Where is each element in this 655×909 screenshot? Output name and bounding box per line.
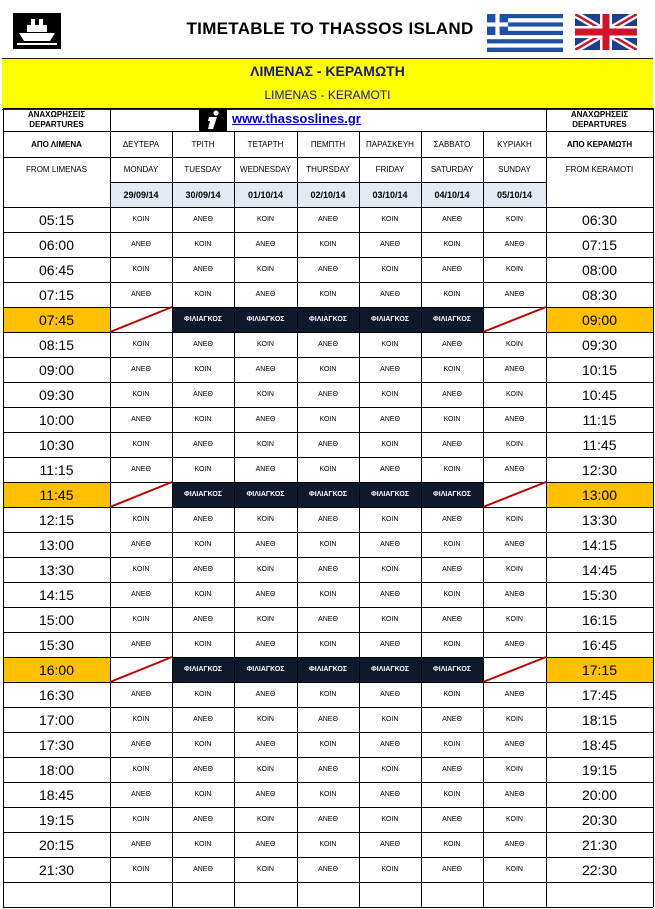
schedule-cell: ΑΝΕΘ: [255, 641, 276, 648]
schedule-cell: ΑΝΕΘ: [504, 416, 525, 423]
departure-time-keramoti: 08:30: [581, 286, 618, 303]
schedule-cell: ΑΝΕΘ: [318, 816, 338, 823]
website-link[interactable]: www.thassoslines.gr: [232, 111, 361, 126]
schedule-cell: ΚΟΙΝ: [132, 866, 150, 873]
schedule-cell: ΑΝΕΘ: [442, 816, 462, 823]
departure-time-keramoti: 22:30: [581, 861, 618, 878]
departure-time-keramoti: 09:00: [546, 307, 653, 332]
schedule-cell: ΑΝΕΘ: [380, 541, 400, 548]
schedule-cell: ΑΝΕΘ: [442, 716, 462, 723]
departure-time-limenas: 16:30: [38, 686, 75, 703]
schedule-cell: ΑΝΕΘ: [318, 616, 338, 623]
schedule-cell: ΚΟΙΝ: [194, 641, 212, 648]
schedule-cell: ΚΟΙΝ: [257, 816, 274, 823]
departure-time-limenas: 10:00: [38, 411, 75, 428]
schedule-cell: ΚΟΙΝ: [381, 391, 399, 398]
departure-time-limenas: 19:15: [38, 811, 75, 828]
day-name-greek: ΤΕΤΑΡΤΗ: [247, 139, 284, 149]
schedule-cell: ΑΝΕΘ: [442, 216, 462, 223]
schedule-cell: ΑΝΕΘ: [131, 841, 151, 848]
schedule-cell: ΑΝΕΘ: [193, 391, 213, 398]
schedule-cell: ΑΝΕΘ: [504, 366, 525, 373]
schedule-cell: ΑΝΕΘ: [504, 291, 525, 298]
schedule-cell: ΑΝΕΘ: [255, 241, 276, 248]
no-service-slash: [483, 657, 546, 682]
schedule-cell: ΑΝΕΘ: [504, 541, 525, 548]
schedule-cell: ΑΝΕΘ: [318, 391, 338, 398]
schedule-cell: ΑΝΕΘ: [380, 641, 400, 648]
schedule-cell: ΚΟΙΝ: [506, 866, 523, 873]
day-date: 04/10/14: [421, 182, 483, 207]
departure-time-keramoti: 14:45: [581, 561, 618, 578]
info-icon: [199, 108, 227, 132]
schedule-cell: ΚΟΙΝ: [443, 541, 461, 548]
day-date: 05/10/14: [483, 182, 546, 207]
schedule-cell: ΚΟΙΝ: [443, 466, 461, 473]
schedule-cell: ΑΝΕΘ: [193, 766, 213, 773]
ferry-name-cell: ΦΙΛΙΑΓΚΟΣ: [172, 307, 234, 332]
schedule-cell: ΑΝΕΘ: [318, 716, 338, 723]
departure-time-keramoti: 17:45: [581, 686, 618, 703]
schedule-cell: ΑΝΕΘ: [318, 341, 338, 348]
schedule-cell: ΚΟΙΝ: [194, 591, 212, 598]
schedule-cell: ΑΝΕΘ: [131, 641, 151, 648]
departure-time-keramoti: 20:30: [581, 811, 618, 828]
schedule-cell: ΑΝΕΘ: [380, 841, 400, 848]
day-name-greek: ΣΑΒΒΑΤΟ: [433, 139, 471, 149]
schedule-cell: ΚΟΙΝ: [257, 766, 274, 773]
schedule-cell: ΚΟΙΝ: [506, 616, 523, 623]
departure-time-keramoti: 08:00: [581, 261, 618, 278]
no-service-slash: [110, 482, 172, 507]
departure-time-keramoti: 14:15: [581, 536, 618, 553]
schedule-cell: ΚΟΙΝ: [319, 641, 337, 648]
schedule-cell: ΑΝΕΘ: [380, 366, 400, 373]
schedule-cell: ΑΝΕΘ: [442, 441, 462, 448]
day-date: 03/10/14: [359, 182, 421, 207]
day-name-greek: ΚΥΡΙΑΚΗ: [497, 139, 532, 149]
ferry-name-cell: ΦΙΛΙΑΓΚΟΣ: [234, 482, 297, 507]
departure-time-limenas: 09:00: [38, 361, 75, 378]
schedule-cell: ΑΝΕΘ: [255, 466, 276, 473]
schedule-cell: ΑΝΕΘ: [318, 766, 338, 773]
ferry-name-cell: ΦΙΛΙΑΓΚΟΣ: [234, 307, 297, 332]
schedule-cell: ΚΟΙΝ: [319, 291, 337, 298]
schedule-cell: ΚΟΙΝ: [194, 291, 212, 298]
departure-time-keramoti: 13:00: [546, 482, 653, 507]
schedule-cell: ΚΟΙΝ: [257, 341, 274, 348]
schedule-cell: ΚΟΙΝ: [381, 341, 399, 348]
schedule-cell: ΑΝΕΘ: [193, 816, 213, 823]
schedule-cell: ΑΝΕΘ: [131, 541, 151, 548]
day-name-greek: ΠΕΜΠΤΗ: [310, 139, 346, 149]
departure-time-limenas: 14:15: [38, 586, 75, 603]
schedule-cell: ΚΟΙΝ: [319, 841, 337, 848]
departure-time-keramoti: 09:30: [581, 336, 618, 353]
schedule-cell: ΚΟΙΝ: [319, 741, 337, 748]
schedule-cell: ΚΟΙΝ: [506, 716, 523, 723]
departures-label-english: DEPARTURES: [29, 119, 84, 129]
day-name-english: WEDNESDAY: [240, 165, 291, 174]
schedule-cell: ΑΝΕΘ: [131, 741, 151, 748]
schedule-cell: ΑΝΕΘ: [504, 466, 525, 473]
departure-time-keramoti: 06:30: [581, 211, 618, 228]
page-title: TIMETABLE TO THASSOS ISLAND: [186, 19, 474, 38]
schedule-cell: ΑΝΕΘ: [504, 791, 525, 798]
schedule-cell: ΚΟΙΝ: [381, 716, 399, 723]
day-name-greek: ΠΑΡΑΣΚΕΥΗ: [366, 139, 414, 149]
schedule-cell: ΚΟΙΝ: [381, 441, 399, 448]
day-name-english: SATURDAY: [430, 165, 474, 174]
schedule-cell: ΚΟΙΝ: [257, 516, 274, 523]
departure-time-limenas: 18:45: [38, 786, 75, 803]
day-name-english: SUNDAY: [498, 165, 531, 174]
schedule-cell: ΑΝΕΘ: [380, 741, 400, 748]
schedule-cell: ΚΟΙΝ: [132, 441, 150, 448]
schedule-cell: ΚΟΙΝ: [506, 766, 523, 773]
schedule-cell: ΚΟΙΝ: [194, 466, 212, 473]
schedule-cell: ΑΝΕΘ: [442, 616, 462, 623]
schedule-cell: ΑΝΕΘ: [193, 266, 213, 273]
departure-time-limenas: 21:30: [38, 861, 75, 878]
schedule-cell: ΑΝΕΘ: [442, 391, 462, 398]
departure-time-keramoti: 15:30: [581, 586, 618, 603]
day-name-greek: ΤΡΙΤΗ: [191, 139, 215, 149]
schedule-cell: ΑΝΕΘ: [504, 241, 525, 248]
schedule-cell: ΑΝΕΘ: [255, 791, 276, 798]
schedule-cell: ΚΟΙΝ: [443, 791, 461, 798]
schedule-cell: ΚΟΙΝ: [381, 766, 399, 773]
departure-time-limenas: 18:00: [38, 761, 75, 778]
departure-time-limenas: 07:15: [38, 286, 75, 303]
schedule-cell: ΑΝΕΘ: [131, 241, 151, 248]
schedule-cell: ΑΝΕΘ: [504, 741, 525, 748]
from-keramoti-greek: ΑΠΟ ΚΕΡΑΜΩΤΗ: [566, 139, 633, 149]
departure-time-limenas: 15:00: [38, 611, 75, 628]
ferry-name-cell: ΦΙΛΙΑΓΚΟΣ: [359, 657, 421, 682]
schedule-cell: ΚΟΙΝ: [319, 466, 337, 473]
schedule-cell: ΑΝΕΘ: [193, 616, 213, 623]
schedule-cell: ΑΝΕΘ: [131, 691, 151, 698]
route-title-greek: ΛΙΜΕΝΑΣ - ΚΕΡΑΜΩΤΗ: [250, 63, 405, 79]
schedule-cell: ΚΟΙΝ: [132, 216, 150, 223]
schedule-cell: ΑΝΕΘ: [504, 641, 525, 648]
departure-time-keramoti: 16:15: [581, 611, 618, 628]
day-name-english: THURSDAY: [306, 165, 350, 174]
departure-time-limenas: 06:45: [38, 261, 75, 278]
schedule-cell: ΚΟΙΝ: [132, 616, 150, 623]
schedule-cell: ΚΟΙΝ: [132, 566, 150, 573]
schedule-cell: ΑΝΕΘ: [380, 416, 400, 423]
schedule-cell: ΚΟΙΝ: [381, 216, 399, 223]
schedule-cell: ΑΝΕΘ: [131, 416, 151, 423]
ferry-name-cell: ΦΙΛΙΑΓΚΟΣ: [297, 657, 359, 682]
schedule-cell: ΚΟΙΝ: [132, 716, 150, 723]
route-title-latin: LIMENAS - KERAMOTI: [264, 88, 391, 102]
schedule-cell: ΚΟΙΝ: [257, 441, 274, 448]
departures-label-greek: ΑΝΑΧΩΡΗΣΕΙΣ: [570, 109, 629, 119]
schedule-cell: ΚΟΙΝ: [132, 341, 150, 348]
schedule-cell: ΑΝΕΘ: [504, 591, 525, 598]
schedule-cell: ΑΝΕΘ: [255, 541, 276, 548]
departure-time-limenas: 15:30: [38, 636, 75, 653]
schedule-cell: ΚΟΙΝ: [381, 266, 399, 273]
departures-label-greek: ΑΝΑΧΩΡΗΣΕΙΣ: [27, 109, 86, 119]
departure-time-limenas: 06:00: [38, 236, 75, 253]
schedule-cell: ΚΟΙΝ: [194, 541, 212, 548]
schedule-cell: ΑΝΕΘ: [255, 291, 276, 298]
schedule-cell: ΑΝΕΘ: [255, 691, 276, 698]
schedule-cell: ΑΝΕΘ: [504, 841, 525, 848]
schedule-cell: ΚΟΙΝ: [132, 266, 150, 273]
schedule-cell: ΚΟΙΝ: [132, 766, 150, 773]
schedule-cell: ΚΟΙΝ: [194, 241, 212, 248]
departure-time-limenas: 20:15: [38, 836, 75, 853]
departure-time-limenas: 12:15: [38, 511, 75, 528]
departure-time-limenas: 08:15: [38, 336, 75, 353]
departure-time-keramoti: 07:15: [581, 236, 618, 253]
schedule-cell: ΚΟΙΝ: [381, 616, 399, 623]
day-date: 01/10/14: [234, 182, 297, 207]
departure-time-keramoti: 16:45: [581, 636, 618, 653]
schedule-cell: ΑΝΕΘ: [193, 566, 213, 573]
departure-time-keramoti: 18:45: [581, 736, 618, 753]
schedule-cell: ΚΟΙΝ: [257, 616, 274, 623]
day-name-greek: ΔΕΥΤΕΡΑ: [122, 139, 160, 149]
day-name-english: FRIDAY: [375, 165, 405, 174]
day-date: 29/09/14: [110, 182, 172, 207]
schedule-cell: ΑΝΕΘ: [131, 591, 151, 598]
schedule-cell: ΚΟΙΝ: [506, 566, 523, 573]
schedule-cell: ΑΝΕΘ: [193, 441, 213, 448]
schedule-cell: ΑΝΕΘ: [318, 516, 338, 523]
schedule-cell: ΚΟΙΝ: [319, 241, 337, 248]
schedule-cell: ΚΟΙΝ: [319, 416, 337, 423]
schedule-cell: ΚΟΙΝ: [506, 341, 523, 348]
schedule-cell: ΑΝΕΘ: [255, 591, 276, 598]
schedule-cell: ΚΟΙΝ: [443, 641, 461, 648]
schedule-cell: ΑΝΕΘ: [380, 791, 400, 798]
departure-time-keramoti: 19:15: [581, 761, 618, 778]
ferry-name-cell: ΦΙΛΙΑΓΚΟΣ: [172, 482, 234, 507]
schedule-cell: ΑΝΕΘ: [193, 216, 213, 223]
schedule-cell: ΚΟΙΝ: [319, 591, 337, 598]
departure-time-limenas: 05:15: [38, 211, 75, 228]
ferry-name-cell: ΦΙΛΙΑΓΚΟΣ: [359, 482, 421, 507]
schedule-cell: ΚΟΙΝ: [194, 741, 212, 748]
schedule-cell: ΑΝΕΘ: [318, 866, 338, 873]
departure-time-limenas: 11:15: [39, 461, 74, 478]
schedule-cell: ΚΟΙΝ: [443, 416, 461, 423]
departure-time-limenas: 16:00: [3, 657, 110, 682]
schedule-cell: ΑΝΕΘ: [193, 716, 213, 723]
no-service-slash: [110, 657, 172, 682]
departure-time-keramoti: 21:30: [581, 836, 618, 853]
day-name-english: TUESDAY: [184, 165, 222, 174]
day-date: 30/09/14: [172, 182, 234, 207]
schedule-cell: ΚΟΙΝ: [443, 841, 461, 848]
schedule-cell: ΚΟΙΝ: [443, 691, 461, 698]
schedule-cell: ΚΟΙΝ: [257, 566, 274, 573]
schedule-cell: ΚΟΙΝ: [506, 816, 523, 823]
departure-time-keramoti: 11:45: [582, 436, 617, 453]
from-limenas-english: FROM LIMENAS: [26, 165, 87, 174]
ferry-name-cell: ΦΙΛΙΑΓΚΟΣ: [297, 482, 359, 507]
schedule-cell: ΚΟΙΝ: [443, 366, 461, 373]
departure-time-limenas: 13:00: [38, 536, 75, 553]
ferry-name-cell: ΦΙΛΙΑΓΚΟΣ: [421, 482, 483, 507]
schedule-cell: ΑΝΕΘ: [442, 516, 462, 523]
schedule-cell: ΚΟΙΝ: [319, 366, 337, 373]
schedule-cell: ΑΝΕΘ: [255, 841, 276, 848]
schedule-cell: ΚΟΙΝ: [443, 591, 461, 598]
departure-time-keramoti: 20:00: [581, 786, 618, 803]
schedule-cell: ΑΝΕΘ: [442, 266, 462, 273]
departure-time-limenas: 17:30: [38, 736, 75, 753]
schedule-cell: ΚΟΙΝ: [443, 741, 461, 748]
departure-time-limenas: 13:30: [38, 561, 75, 578]
schedule-cell: ΚΟΙΝ: [381, 816, 399, 823]
departure-time-keramoti: 18:15: [581, 711, 618, 728]
schedule-cell: ΚΟΙΝ: [381, 566, 399, 573]
schedule-cell: ΑΝΕΘ: [442, 866, 462, 873]
from-limenas-greek: ΑΠΟ ΛΙΜΕΝΑ: [31, 139, 82, 149]
departure-time-limenas: 09:30: [38, 386, 75, 403]
schedule-cell: ΚΟΙΝ: [381, 516, 399, 523]
ferry-name-cell: ΦΙΛΙΑΓΚΟΣ: [421, 307, 483, 332]
departure-time-keramoti: 17:15: [546, 657, 653, 682]
schedule-cell: ΚΟΙΝ: [319, 691, 337, 698]
schedule-cell: ΑΝΕΘ: [255, 366, 276, 373]
schedule-cell: ΑΝΕΘ: [318, 566, 338, 573]
schedule-cell: ΑΝΕΘ: [504, 691, 525, 698]
ferry-name-cell: ΦΙΛΙΑΓΚΟΣ: [234, 657, 297, 682]
schedule-cell: ΚΟΙΝ: [132, 816, 150, 823]
schedule-cell: ΑΝΕΘ: [193, 341, 213, 348]
day-date: 02/10/14: [297, 182, 359, 207]
schedule-cell: ΚΟΙΝ: [132, 516, 150, 523]
departure-time-keramoti: 10:45: [581, 386, 618, 403]
ferry-name-cell: ΦΙΛΙΑΓΚΟΣ: [359, 307, 421, 332]
departures-label-english: DEPARTURES: [572, 119, 627, 129]
schedule-cell: ΚΟΙΝ: [319, 541, 337, 548]
schedule-cell: ΚΟΙΝ: [506, 391, 523, 398]
schedule-cell: ΚΟΙΝ: [132, 391, 150, 398]
schedule-cell: ΚΟΙΝ: [257, 716, 274, 723]
schedule-cell: ΑΝΕΘ: [380, 591, 400, 598]
schedule-cell: ΚΟΙΝ: [506, 266, 523, 273]
schedule-cell: ΑΝΕΘ: [131, 466, 151, 473]
ferry-name-cell: ΦΙΛΙΑΓΚΟΣ: [297, 307, 359, 332]
departure-time-keramoti: 11:15: [582, 411, 617, 428]
schedule-cell: ΑΝΕΘ: [318, 266, 338, 273]
schedule-cell: ΑΝΕΘ: [131, 791, 151, 798]
schedule-cell: ΑΝΕΘ: [131, 291, 151, 298]
schedule-cell: ΑΝΕΘ: [442, 566, 462, 573]
schedule-cell: ΑΝΕΘ: [193, 866, 213, 873]
departure-time-keramoti: 13:30: [581, 511, 618, 528]
schedule-cell: ΑΝΕΘ: [255, 416, 276, 423]
schedule-cell: ΚΟΙΝ: [257, 266, 274, 273]
schedule-cell: ΚΟΙΝ: [381, 866, 399, 873]
schedule-cell: ΚΟΙΝ: [194, 791, 212, 798]
schedule-cell: ΚΟΙΝ: [319, 791, 337, 798]
no-service-slash: [483, 307, 546, 332]
departure-time-limenas: 07:45: [3, 307, 110, 332]
schedule-cell: ΚΟΙΝ: [194, 416, 212, 423]
schedule-cell: ΑΝΕΘ: [442, 341, 462, 348]
schedule-cell: ΚΟΙΝ: [257, 391, 274, 398]
ferry-name-cell: ΦΙΛΙΑΓΚΟΣ: [172, 657, 234, 682]
schedule-cell: ΑΝΕΘ: [318, 216, 338, 223]
schedule-cell: ΑΝΕΘ: [318, 441, 338, 448]
departure-time-keramoti: 10:15: [581, 361, 618, 378]
schedule-cell: ΚΟΙΝ: [506, 516, 523, 523]
schedule-cell: ΚΟΙΝ: [194, 691, 212, 698]
day-name-english: MONDAY: [123, 165, 159, 174]
departure-time-limenas: 10:30: [38, 436, 75, 453]
schedule-cell: ΚΟΙΝ: [257, 216, 274, 223]
schedule-cell: ΚΟΙΝ: [506, 216, 523, 223]
departure-time-keramoti: 12:30: [581, 461, 618, 478]
schedule-cell: ΑΝΕΘ: [380, 466, 400, 473]
from-keramoti-english: FROM KERAMOTI: [565, 165, 634, 174]
ferry-name-cell: ΦΙΛΙΑΓΚΟΣ: [421, 657, 483, 682]
schedule-cell: ΚΟΙΝ: [443, 241, 461, 248]
schedule-cell: ΑΝΕΘ: [380, 291, 400, 298]
schedule-cell: ΑΝΕΘ: [131, 366, 151, 373]
schedule-cell: ΑΝΕΘ: [255, 741, 276, 748]
departure-time-limenas: 11:45: [3, 482, 110, 507]
schedule-cell: ΑΝΕΘ: [380, 241, 400, 248]
schedule-cell: ΚΟΙΝ: [443, 291, 461, 298]
schedule-cell: ΚΟΙΝ: [506, 441, 523, 448]
schedule-cell: ΑΝΕΘ: [380, 691, 400, 698]
schedule-cell: ΚΟΙΝ: [194, 841, 212, 848]
schedule-cell: ΚΟΙΝ: [257, 866, 274, 873]
schedule-cell: ΚΟΙΝ: [194, 366, 212, 373]
schedule-cell: ΑΝΕΘ: [442, 766, 462, 773]
no-service-slash: [483, 482, 546, 507]
schedule-cell: ΑΝΕΘ: [193, 516, 213, 523]
no-service-slash: [110, 307, 172, 332]
departure-time-limenas: 17:00: [38, 711, 75, 728]
